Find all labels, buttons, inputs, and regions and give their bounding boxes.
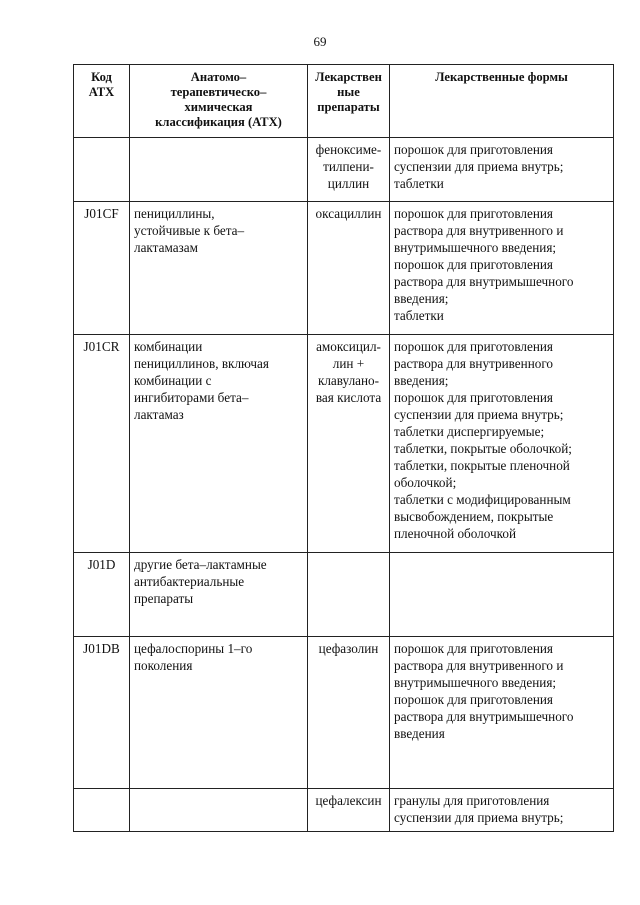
cell-line: пенициллины, — [134, 206, 215, 221]
cell-line: ные — [337, 85, 360, 99]
forms-cell — [390, 553, 614, 637]
cell-line: терапевтическо– — [170, 85, 267, 99]
cell-line: суспензии для приема внутрь; — [394, 159, 564, 174]
drug-cell — [308, 553, 390, 637]
forms-cell — [390, 138, 614, 202]
cell-line: введения — [394, 726, 445, 741]
drug-cell — [308, 202, 390, 335]
cell-line: Код — [91, 70, 112, 84]
cell-line: лин + — [332, 356, 365, 371]
cell-line: порошок для приготовления — [394, 206, 554, 221]
cell-line: внутримышечного введения; — [394, 240, 557, 255]
cell-line: таблетки с модифицированным — [394, 492, 571, 507]
classification-cell — [130, 789, 308, 832]
table-row — [74, 553, 614, 637]
cell-line: таблетки — [394, 176, 444, 191]
cell-line: АТХ — [88, 85, 115, 99]
cell-line: Лекарствен — [315, 70, 382, 84]
cell-line: препараты — [134, 591, 194, 606]
cell-line: комбинации с — [134, 373, 212, 388]
cell-line: таблетки, покрытые пленочной — [394, 458, 570, 473]
code-cell: J01CF — [74, 202, 130, 335]
cell-line: комбинации — [134, 339, 203, 354]
cell-line: таблетки диспергируемые; — [394, 424, 545, 439]
cell-line: таблетки, покрытые оболочкой; — [394, 441, 572, 456]
cell-line: суспензии для приема внутрь; — [394, 407, 564, 422]
table-row — [74, 335, 614, 553]
cell-line: оксациллин — [315, 206, 382, 221]
table-row — [74, 202, 614, 335]
cell-line: оболочкой; — [394, 475, 457, 490]
cell-line: амоксицил- — [316, 339, 381, 354]
cell-line: лактамаз — [134, 407, 184, 422]
cell-line: внутримышечного введения; — [394, 675, 557, 690]
cell-line: раствора для внутривенного и — [394, 223, 564, 238]
forms-cell — [390, 637, 614, 789]
cell-line: гранулы для приготовления — [394, 793, 550, 808]
cell-line: классификация (АТХ) — [155, 115, 282, 129]
header-drugs — [308, 65, 390, 138]
forms-cell — [390, 789, 614, 832]
classification-cell — [130, 202, 308, 335]
header-forms — [390, 65, 614, 138]
cell-line: раствора для внутримышечного — [394, 274, 574, 289]
classification-cell — [130, 553, 308, 637]
cell-line: поколения — [134, 658, 193, 673]
classification-cell — [130, 637, 308, 789]
cell-line: циллин — [327, 176, 370, 191]
code-cell: J01D — [74, 553, 130, 637]
table-row — [74, 637, 614, 789]
cell-line: ингибиторами бета– — [134, 390, 249, 405]
cell-line: введения; — [394, 291, 449, 306]
cell-line: устойчивые к бета– — [134, 223, 245, 238]
drug-cell — [308, 335, 390, 553]
cell-line: порошок для приготовления — [394, 641, 554, 656]
cell-line: высвобождением, покрытые — [394, 509, 554, 524]
cell-line: лактамазам — [134, 240, 198, 255]
classification-cell — [130, 335, 308, 553]
drug-cell — [308, 138, 390, 202]
cell-line: клавулано- — [317, 373, 380, 388]
cell-line: химическая — [184, 100, 253, 114]
cell-line: другие бета–лактамные — [134, 557, 267, 572]
page-number: 69 — [313, 34, 327, 49]
cell-line: пленочной оболочкой — [394, 526, 517, 541]
cell-line: введения; — [394, 373, 449, 388]
header-classification — [130, 65, 308, 138]
cell-line: порошок для приготовления — [394, 339, 554, 354]
cell-line: таблетки — [394, 308, 444, 323]
table-row — [74, 138, 614, 202]
cell-line: цефалексин — [315, 793, 382, 808]
code-cell: J01DB — [74, 637, 130, 789]
cell-line: порошок для приготовления — [394, 692, 554, 707]
cell-line: антибактериальные — [134, 574, 245, 589]
cell-line: суспензии для приема внутрь; — [394, 810, 564, 825]
drug-cell — [308, 637, 390, 789]
cell-line: препараты — [317, 100, 380, 114]
cell-line: порошок для приготовления — [394, 390, 554, 405]
cell-line: порошок для приготовления — [394, 142, 554, 157]
header-code — [74, 65, 130, 138]
atx-table — [73, 64, 614, 832]
cell-line: пенициллинов, включая — [134, 356, 269, 371]
code-cell — [74, 789, 130, 832]
cell-line: цефазолин — [318, 641, 379, 656]
cell-line: вая кислота — [315, 390, 382, 405]
drug-cell — [308, 789, 390, 832]
cell-line: феноксиме- — [315, 142, 382, 157]
code-cell — [74, 138, 130, 202]
cell-line: Анатомо– — [190, 70, 247, 84]
cell-line: раствора для внутривенного — [394, 356, 554, 371]
cell-line: тилпени- — [323, 159, 374, 174]
forms-cell — [390, 335, 614, 553]
code-cell: J01CR — [74, 335, 130, 553]
cell-line: раствора для внутривенного и — [394, 658, 564, 673]
cell-line: порошок для приготовления — [394, 257, 554, 272]
table-row — [74, 789, 614, 832]
classification-cell — [130, 138, 308, 202]
table-header-row — [74, 65, 614, 138]
cell-line: Лекарственные формы — [435, 70, 568, 84]
cell-line: цефалоспорины 1–го — [134, 641, 253, 656]
forms-cell — [390, 202, 614, 335]
cell-line: раствора для внутримышечного — [394, 709, 574, 724]
